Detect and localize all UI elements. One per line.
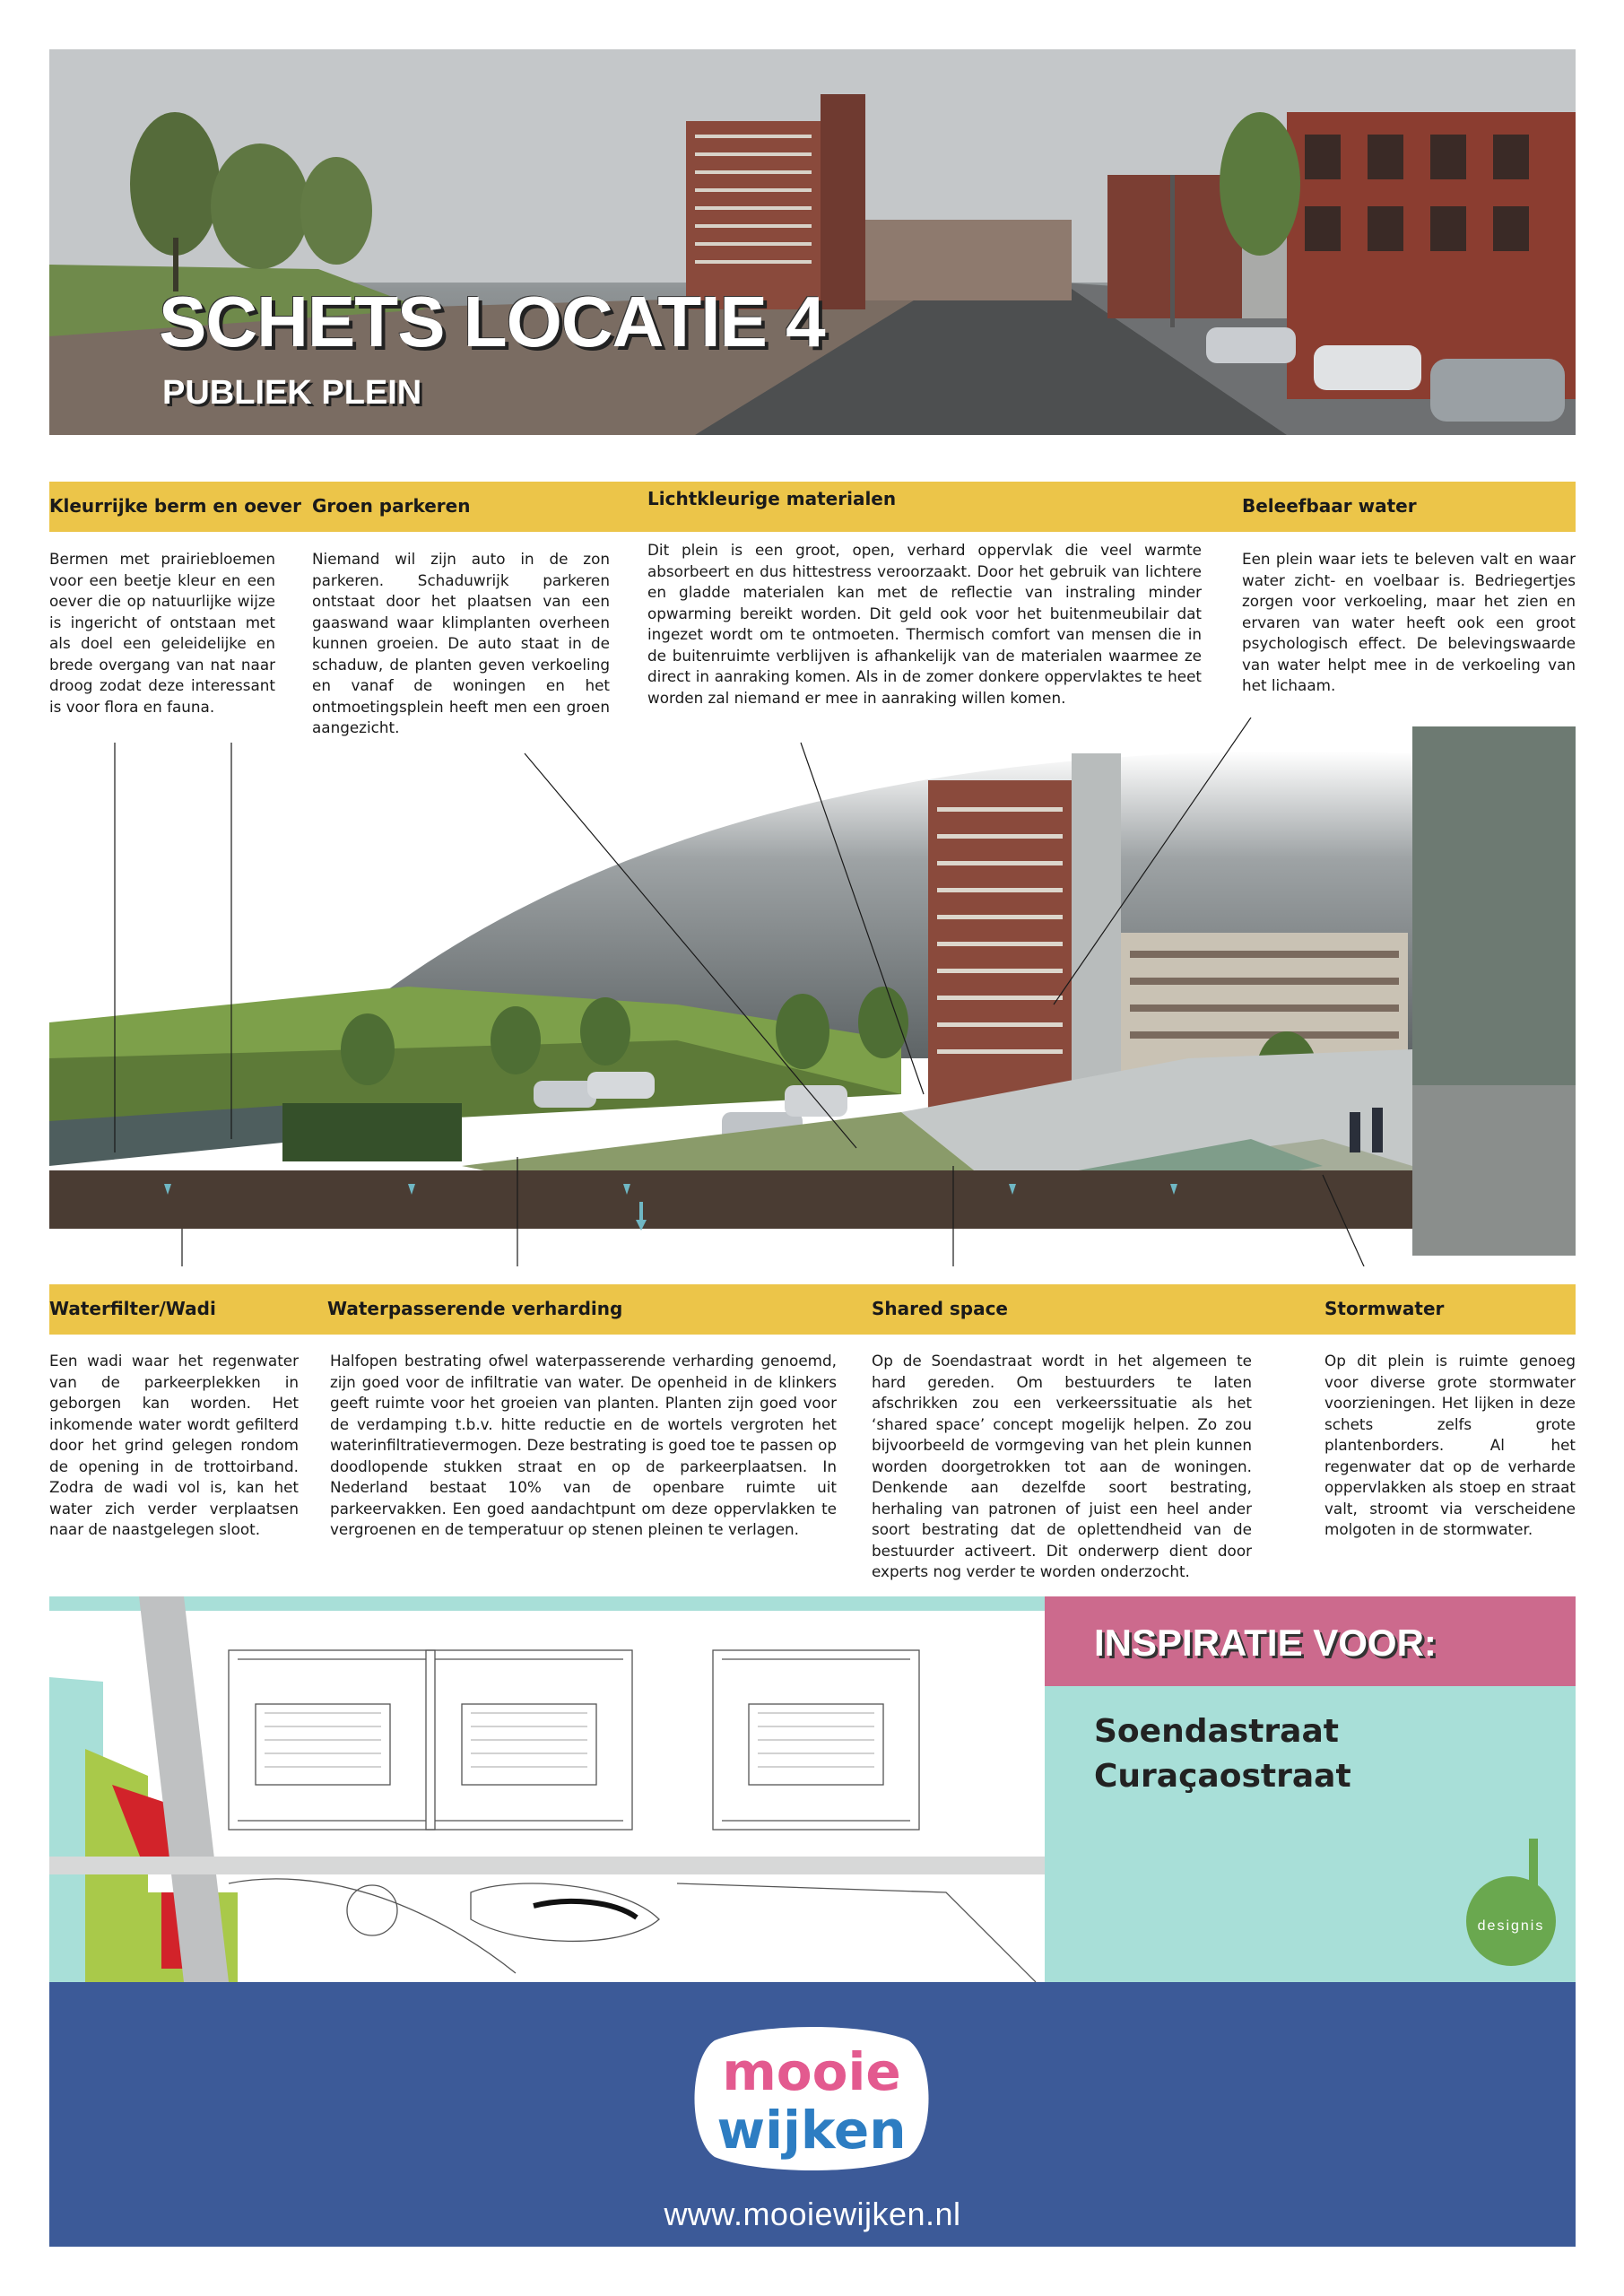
heading-waterfilter-wadi: Waterfilter/Wadi: [49, 1298, 216, 1319]
bottom-section-header-bar: [49, 1284, 1576, 1335]
page-subtitle: PUBLIEK PLEIN: [162, 374, 422, 412]
text-stormwater: Op dit plein is ruimte genoeg voor diverse grote stormwater voorzieningen. Het lijken in deze schets zelfs grote plantenborders. Al het regenwater dat op de verharde oppervlakken als stoep en straat valt, stroomt via verscheidene molgoten in de stormwater.: [1324, 1352, 1576, 1538]
site-plan-drawing: [49, 1596, 1045, 1982]
mooie-wijken-logo: [688, 2022, 935, 2171]
street-curacaostraat: Curaçaostraat: [1094, 1758, 1351, 1795]
heading-stormwater: Stormwater: [1324, 1298, 1445, 1319]
designis-brand-text: designis: [1477, 1918, 1545, 1934]
text-waterfilter-wadi: Een wadi waar het regenwater van de parkeerplekken in geborgen kan worden. Het inkomende water wordt gefilterd door het grind gelegen rondom de opening in de trottoirband. Zodra de wadi vol is, kan het water zich verder verplaatsen naar de naastgelegen sloot.: [49, 1352, 299, 1538]
text-lichtkleurige-materialen: Dit plein is een groot, open, verhard oppervlak die veel warmte absorbeert en dus hittestress veroorzaakt. Door het gebruik van lichtere en gladde materialen kan met de reflectie van instraling minder opwarming bereikt worden. Dit geld ook voor het buitenmeubilair dat ingezet wordt om te ontmoeten. Thermisch comfort van mensen die in de buitenruimte verblijven is afhankelijk van de materialen waarmee ze direct in aanraking komen. Als in de zomer donkere oppervlaktes te heet worden zal niemand er mee in aanraking willen komen.: [647, 541, 1202, 707]
inspiration-title: INSPIRATIE VOOR:: [1094, 1622, 1437, 1664]
inspiration-header: [1045, 1596, 1576, 1686]
heading-groen-parkeren: Groen parkeren: [312, 495, 471, 517]
heading-shared-space: Shared space: [872, 1298, 1008, 1319]
text-beleefbaar-water: Een plein waar iets te beleven valt en waar water zicht- en voelbaar is. Bedriegertjes zorgen voor verkoeling, maar het zien en ervaren van water heeft ook een groot psychologisch effect. De belevingswaarde van water helpt mee in de verkoeling van het lichaam.: [1242, 550, 1576, 694]
footer: [49, 1982, 1576, 2247]
hero-photo: [49, 49, 1576, 435]
logo-line-1: mooie: [722, 2041, 901, 2102]
page-title: SCHETS LOCATIE 4: [159, 282, 825, 361]
website-url[interactable]: www.mooiewijken.nl: [664, 2196, 961, 2232]
plein-sketch: [49, 718, 1576, 1266]
heading-waterpasserende-verharding: Waterpasserende verharding: [327, 1298, 623, 1319]
top-section-header-bar: [49, 482, 1576, 532]
street-soendastraat: Soendastraat: [1094, 1713, 1339, 1750]
inspiration-body: [1045, 1686, 1576, 1982]
cross-section-illustration: [49, 718, 1576, 1266]
text-kleurrijke-berm: Bermen met prairiebloemen voor een beetje kleur en een oever die op natuurlijke wijze is ingericht of ontstaan met als doel een geleidelijke en brede overgang van nat naar droog zodat deze interessant is voor flora en fauna.: [49, 550, 275, 716]
text-groen-parkeren: Niemand wil zijn auto in de zon parkeren. Schaduwrijk parkeren ontstaat door het plaatsen van een gaaswand waar klimplanten overheen kunnen groeien. De auto staat in de schaduw, de planten geven verkoeling en vanaf de woningen en het ontmoetingsplein heeft men een groen aangezicht.: [312, 550, 610, 736]
text-waterpasserende-verharding: Halfopen bestrating ofwel waterpasserende verharding genoemd, zijn goed voor de infiltratie van water. De openheid in de klinkers geeft ruimte voor het groeien van planten. Planten zijn goed voor de verdamping t.b.v. hitte reductie en de wortels vergroten het waterinfiltratievermogen. Deze bestrating is goed toe te passen op doodlopende stukken straat en op de parkeerplaatsen. In Nederland bestaat 10% van de openbare ruimte uit parkeervakken. Een goed aandachtpunt om deze oppervlakken te vergroenen en de temperatuur op stenen pleinen te verlagen.: [330, 1352, 837, 1538]
heading-kleurrijke-berm: Kleurrijke berm en oever: [49, 495, 301, 517]
heading-beleefbaar-water: Beleefbaar water: [1242, 495, 1417, 517]
site-plan-map: [49, 1596, 1045, 1982]
logo-line-2: wijken: [716, 2100, 907, 2161]
heading-lichtkleurige-materialen: Lichtkleurige materialen: [647, 488, 897, 509]
text-shared-space: Op de Soendastraat wordt in het algemeen te hard gereden. Om bestuurders te laten afschrikken zou een verkeerssituatie als het ‘shared space’ concept mogelijk helpen. Zo zou bijvoorbeeld de vormgeving van het plein kunnen worden doorgetrokken tot aan de woningen. Denkende aan dezelfde soort bestrating, herhaling van patronen of juist een heel ander soort bestrating dat de oplettendheid van de bestuurder activeert. Dit onderwerp dient door experts nog verder te worden onderzocht.: [872, 1352, 1252, 1580]
designis-logo: [1457, 1839, 1565, 1969]
